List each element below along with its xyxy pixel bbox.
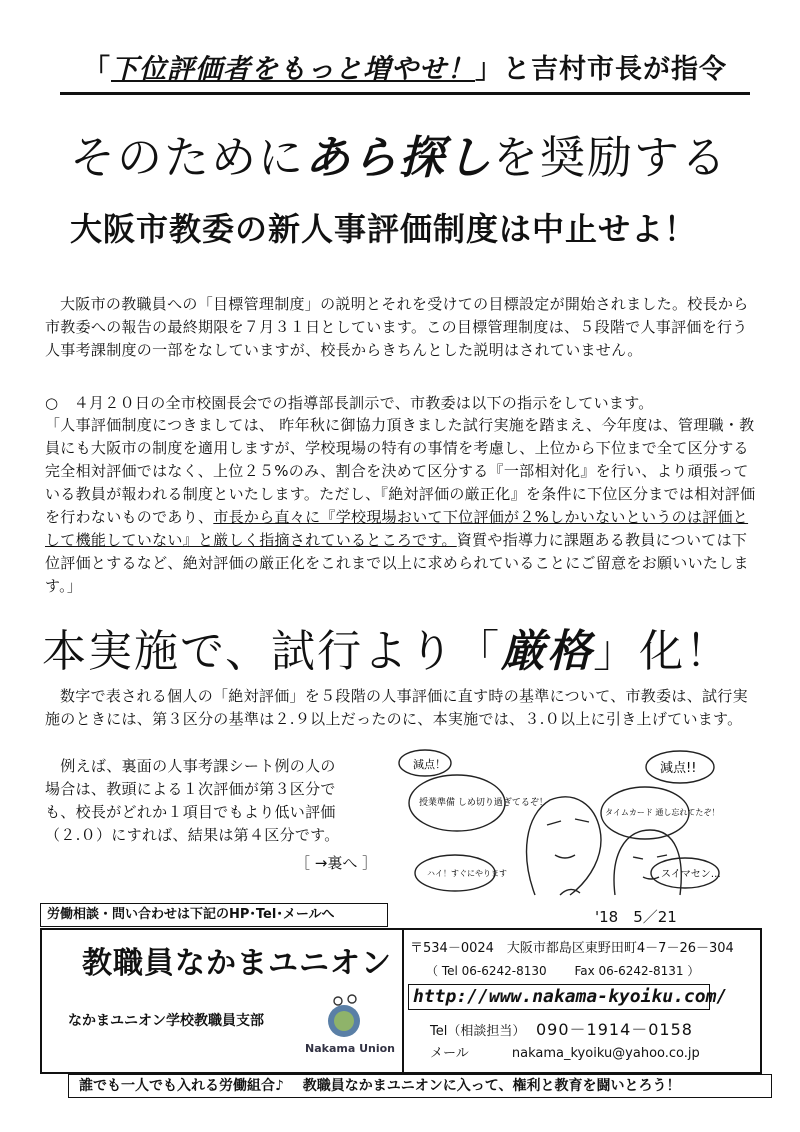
consult-phone-number[interactable]: 090－1914－0158	[535, 1020, 693, 1039]
bubble-deduct-1: 減点！	[413, 758, 446, 771]
headline-fault-finding: そのためにあら探しを奨励する	[70, 131, 729, 184]
email: メール nakama_kyoiku@yahoo.co.jp	[430, 1046, 700, 1061]
postal-address: 〒534－0024 大阪市都島区東野田町4－7－26－304	[410, 941, 734, 956]
section-heading-emphasis: 厳格	[501, 626, 594, 677]
example-line: 場合は、教頭による１次評価が第３区分で	[45, 780, 336, 798]
bubble-sorry: スイマセン…	[661, 869, 721, 880]
website-link[interactable]: http://www.nakama-kyoiku.com/	[408, 984, 710, 1010]
contact-bar: 労働相談・問い合わせは下記のHP･Tel･メールへ	[40, 903, 388, 927]
criteria-paragraph: 数字で表される個人の「絶対評価」を５段階の人事評価に直す時の基準について、市教委は、試行実施のときには、第３区分の基準は２.９以上だったのに、本実施では、３.０以上に引き上げています。	[45, 687, 748, 728]
headline-demand: 大阪市教委の新人事評価制度は中止せよ！	[70, 210, 698, 248]
example-line: 例えば、裏面の人事考課シート例の人の	[45, 757, 336, 775]
bubble-deduct-2: 減点!!	[660, 761, 697, 776]
headline-fault-finding-emphasis: あら探し	[305, 131, 494, 184]
consult-phone: Tel（相談担当） 090－1914－0158	[430, 1020, 693, 1039]
example-paragraph	[45, 755, 375, 847]
footer-slogan: 誰でも一人でも入れる労働組合♪ 教職員なかまユニオンに入って、権利と教育を闘いとろう！	[68, 1074, 772, 1098]
cartoon-illustration	[385, 745, 745, 900]
union-name: 教職員なかまユニオン	[82, 946, 392, 981]
intro-paragraph: 大阪市の教職員への「目標管理制度」の説明とそれを受けての目標設定が開始されました。校長から市教委への報告の最終期限を７月３１日としています。この目標管理制度は、５段階で人事評価を行う人事考課制度の一部をなしていますが、校長からきちんとした説明はされていません。	[45, 295, 749, 359]
bubble-timecard: タイムカード 通し忘れてたぞ！	[605, 808, 720, 817]
example-line: （２.０）にすれば、結果は第４区分です。	[45, 826, 340, 844]
union-logo-text: Nakama Union	[305, 1042, 396, 1055]
bubble-deadline: 授業準備 しめ切り過ぎてるぞ！	[419, 798, 548, 808]
back-page-link[interactable]: ［ →裏へ ］	[295, 854, 378, 872]
example-line: も、校長がどれか１項目でもより低い評価	[45, 803, 336, 821]
directive-point: ○ ４月２０日の全市校園長会での指導部長訓示で、市教委は以下の指示をしています。	[45, 394, 654, 412]
directive-quote: 「人事評価制度につきましては、 昨年秋に御協力頂きました試行実施を踏まえ、今年度は、管理職・教員にも大阪市の制度を適用しますが、学校現場の特有の事情を考慮し、上位から下位まで全て区分する完全相対評価ではなく、上位２５%のみ、割合を決めて区分する『一部相対化』を行い、より頑張っている教員が報われる制度といたします。ただし、『絶対評価の厳正化』を条件に下位区分までは相対評価を行わないものであり、市長から直々に『学校現場おいて下位評価が２%しかいないというのは評価として機能していない』と厳しく指摘されているところです。資質や指導力に課題ある教員については下位評価とするなど、絶対評価の厳正化をこれまで以上に求められていることにご留意をお願いいたします。」	[45, 416, 756, 595]
issue-date: '18 5／21	[595, 908, 677, 926]
headline-directive: 「下位評価者をもっと増やせ！」と吉村市長が指令	[60, 52, 750, 95]
mayor-quote-underlined: 市長から直々に『学校現場おいて下位評価が２%しかいないというのは評価として機能していない』と厳しく指摘されているところです。	[45, 508, 749, 549]
email-address[interactable]: nakama_kyoiku@yahoo.co.jp	[511, 1046, 700, 1061]
union-branch: なかまユニオン学校教職員支部	[68, 1013, 264, 1029]
tel-fax: （ Tel 06-6242-8130 Fax 06-6242-8131 ）	[426, 964, 700, 978]
bubble-reply: ハイ！すぐにやります	[427, 869, 507, 878]
headline-directive-emphasis: 下位評価者をもっと増やせ！	[111, 54, 475, 85]
section-heading: 本実施で、試行より「厳格」化！	[42, 626, 732, 677]
